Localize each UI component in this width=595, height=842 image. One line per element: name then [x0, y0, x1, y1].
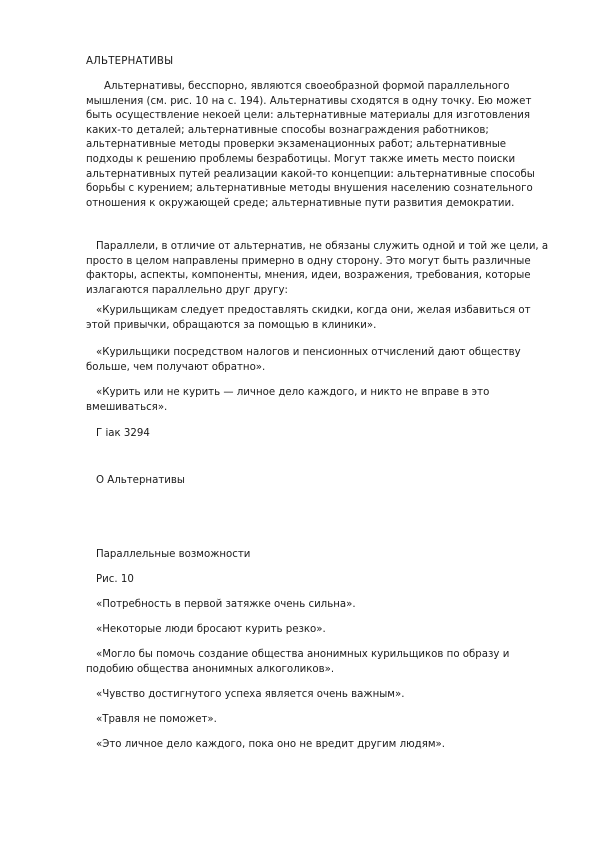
- figure-list-item: «Потребность в первой затяжке очень сильна».: [96, 599, 356, 610]
- figure-list-item: «Чувство достигнутого успеха является очень важным».: [96, 689, 405, 700]
- figure-list-item: «Травля не поможет».: [96, 714, 217, 725]
- code-line: Г iак 3294: [96, 428, 150, 439]
- figure-list-item: «Некоторые люди бросают курить резко».: [96, 624, 326, 635]
- figure-name: Параллельные возможности: [96, 549, 251, 560]
- intro-paragraph: Альтернативы, бесспорно, являются своеобразной формой параллельного мышления (см. рис. 10 на с. 194). Альтернативы сходятся в одну точку. Ею может быть осуществление некоей цели: альтернативные материалы для изготовления каких-то деталей; альтернативные способы вознаграждения работников; альтернативные методы проверки экзаменационных работ; альтернативные подходы к решению проблемы безработицы. Могут также иметь место поиски альтернативных путей реализации какой-то концепции: альтернативные способы борьбы с курением; альтернативные методы внушения населению сознательного отношения к окружающей среде; альтернативные пути развития демократии.: [86, 81, 535, 209]
- parallels-paragraph: Параллели, в отличие от альтернатив, не обязаны служить одной и той же цели, а просто в целом направлены примерно в одну сторону. Это могут быть различные факторы, аспекты, компоненты, мнения, идеи, возражения, требования, которые излагаются параллельно друг другу:: [86, 241, 549, 296]
- figure-label: Рис. 10: [96, 574, 134, 585]
- quote-item: «Курильщики посредством налогов и пенсионных отчислений дают обществу больше, чем получают обратно».: [86, 347, 521, 373]
- figure-list-item: «Это личное дело каждого, пока оно не вредит другим людям».: [96, 739, 445, 750]
- page-title: АЛЬТЕРНАТИВЫ: [86, 56, 174, 67]
- quote-item: «Курить или не курить — личное дело каждого, и никто не вправе в это вмешиваться».: [86, 387, 490, 413]
- figure-list-item: «Могло бы помочь создание общества анонимных курильщиков по образу и подобию общества анонимных алкоголиков».: [86, 649, 510, 675]
- quote-item: «Курильщикам следует предоставлять скидки, когда они, желая избавиться от этой привычки, обращаются за помощью в клиники».: [86, 305, 531, 331]
- figure-title: О Альтернативы: [96, 475, 185, 486]
